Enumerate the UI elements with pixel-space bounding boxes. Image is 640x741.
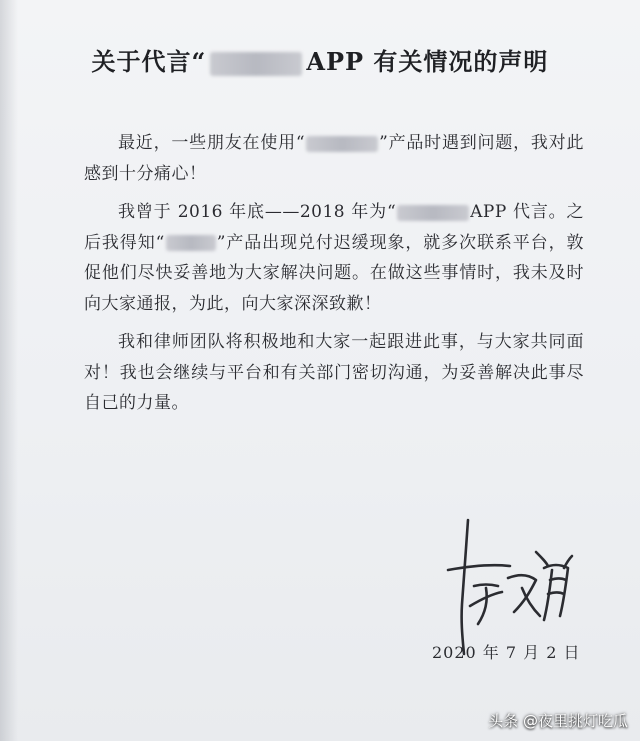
signature-date: 2020 年 7 月 2 日: [432, 643, 581, 662]
paragraph-3: [84, 327, 584, 419]
paragraph-1-part-a: 最近，一些朋友在使用“: [118, 133, 306, 153]
paragraph-2-part-a: 我曾于 2016 年底——2018 年为“: [118, 202, 397, 222]
redacted-product-name: [306, 136, 378, 152]
paragraph-1: [84, 128, 584, 189]
redacted-product-name-2: [166, 235, 216, 251]
redacted-brand-name: [210, 52, 302, 76]
page-edge-shadow: [0, 0, 18, 741]
document-title: [0, 42, 640, 77]
paragraph-2-part-c: ”产品出现兑付迟缓现象，就多次联系平台，敦促他们尽快妥善地为大家解决问题。在做这些事情时，我未及时向大家通报，为此，向大家深深致歉！: [84, 232, 584, 314]
watermark-label: 头条 @夜里挑灯吃瓜: [488, 712, 628, 730]
paragraph-1-part-b: ”产品时遇到问题，我对此感到十分痛心！: [84, 133, 584, 184]
paragraph-2-part-b: APP 代言。之后我得知“: [84, 202, 584, 253]
paragraph-2: [84, 197, 584, 319]
redacted-app-name: [397, 205, 469, 221]
paragraph-3-text: 我和律师团队将积极地和大家一起跟进此事，与大家共同面对！我也会继续与平台和有关部门密切沟通，为妥善解决此事尽自己的力量。: [84, 332, 584, 413]
handwritten-signature: [440, 508, 590, 658]
title-prefix: 关于代言“: [91, 47, 207, 76]
statement-body: [84, 128, 584, 427]
title-suffix: APP 有关情况的声明: [306, 47, 549, 76]
